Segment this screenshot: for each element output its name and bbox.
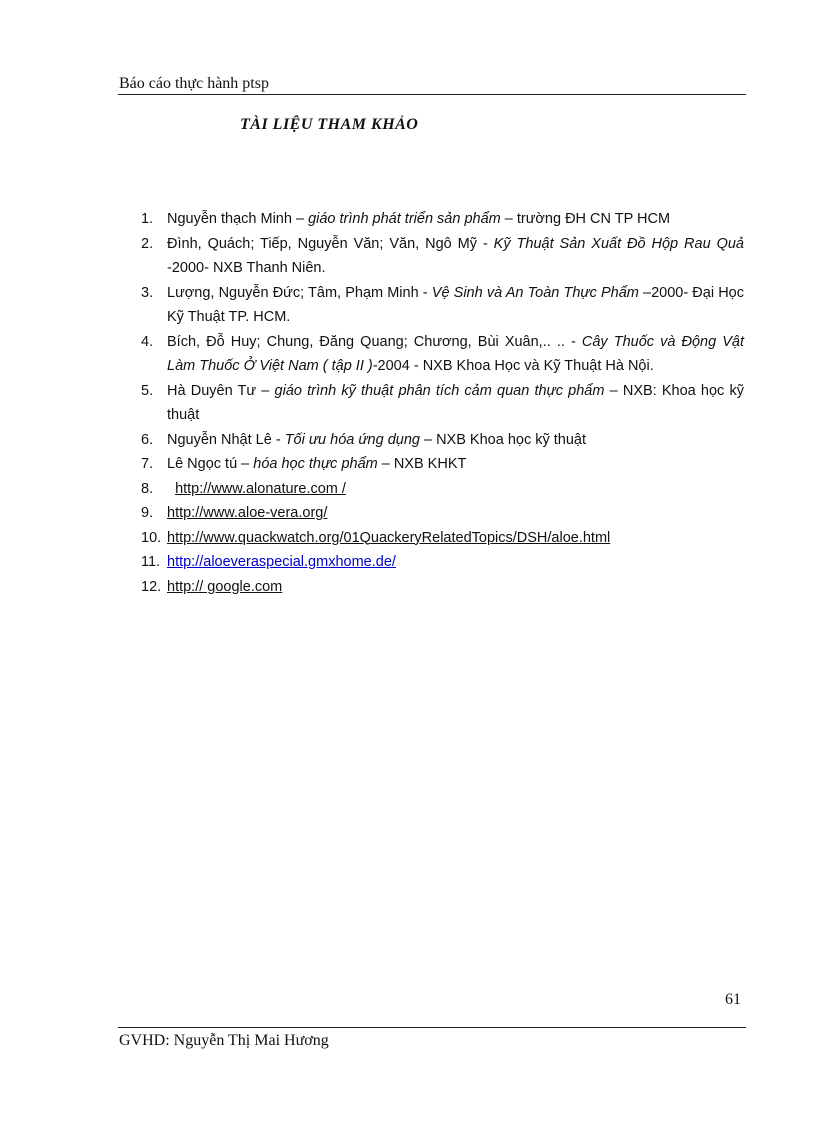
reference-item [136,281,744,330]
reference-work: Vệ Sinh và An Toàn Thực Phẩm [431,284,639,301]
reference-link-item [136,550,744,575]
reference-number: 4. [141,333,154,350]
reference-link[interactable]: http:// google.com [167,578,283,595]
reference-author: Nguyễn thạch Minh – [167,211,309,227]
reference-link-item [136,501,744,526]
reference-number: 7. [141,456,154,472]
reference-publisher: -2004 - NXB Khoa Học và Kỹ Thuật Hà Nội. [372,358,654,374]
reference-number: 5. [141,382,154,399]
reference-work: Kỹ Thuật Sản Xuất Đồ Hộp Rau Quả [493,235,744,252]
reference-link[interactable]: http://www.aloe-vera.org/ [167,505,328,521]
reference-item [136,452,744,477]
reference-item [136,330,744,379]
reference-work: Cây Thuốc và Động Vật Làm Thuốc Ở Việt Nam ( tập II ) [167,333,744,374]
reference-number: 11. [141,554,161,570]
reference-item [136,207,744,232]
reference-publisher: – NXB KHKT [377,456,467,472]
reference-link[interactable]: http://www.quackwatch.org/01QuackeryRelatedTopics/DSH/aloe.html [167,529,611,546]
reference-publisher: -2000- NXB Thanh Niên. [167,260,326,276]
footer-text: GVHD: Nguyễn Thị Mai Hương [119,1032,329,1049]
header-rule [118,94,746,95]
reference-number: 3. [141,284,154,301]
reference-publisher: – NXB Khoa học kỹ thuật [419,431,587,448]
reference-link-item [136,575,744,600]
page-number: 61 [725,991,741,1008]
reference-work: Tối ưu hóa ứng dụng [284,431,420,448]
reference-item [136,428,744,453]
reference-author: Đình, Quách; Tiếp, Nguyễn Văn; Văn, Ngô Mỹ - [167,235,494,252]
reference-link-item [136,526,744,551]
reference-author: Lượng, Nguyễn Đức; Tâm, Phạm Minh - [167,284,432,301]
reference-author: Nguyễn Nhật Lê - [167,431,285,448]
footer-rule [118,1027,746,1028]
reference-work: giáo trình phát triển sản phẩm [308,211,501,227]
reference-list [136,207,744,599]
reference-number: 6. [141,431,154,448]
reference-work: hóa học thực phẩm [253,456,378,472]
reference-publisher: –2000- Đại Học Kỹ Thuật TP. HCM. [167,284,744,325]
reference-publisher: – trường ĐH CN TP HCM [500,211,671,227]
reference-number: 1. [141,211,154,227]
reference-work: giáo trình kỹ thuật phân tích cảm quan thực phẩm [274,382,605,399]
reference-publisher: – NXB: Khoa học kỹ thuật [167,382,744,423]
reference-number: 2. [141,235,154,252]
reference-item [136,379,744,428]
reference-author: Lê Ngọc tú – [167,456,254,472]
reference-number: 12. [141,578,162,595]
reference-number: 9. [141,505,154,521]
header-text: Báo cáo thực hành ptsp [119,75,269,92]
reference-number: 8. [141,480,154,497]
reference-author: Bích, Đỗ Huy; Chung, Đăng Quang; Chương, Bùi Xuân,.. .. - [167,333,582,350]
reference-link[interactable]: http://www.alonature.com / [175,480,346,497]
reference-link[interactable]: http://aloeveraspecial.gmxhome.de/ [167,554,396,570]
reference-link-item [136,477,744,502]
reference-number: 10. [141,529,162,546]
reference-author: Hà Duyên Tư – [167,382,275,399]
page-title: TÀI LIỆU THAM KHẢO [240,116,419,133]
reference-item [136,232,744,281]
